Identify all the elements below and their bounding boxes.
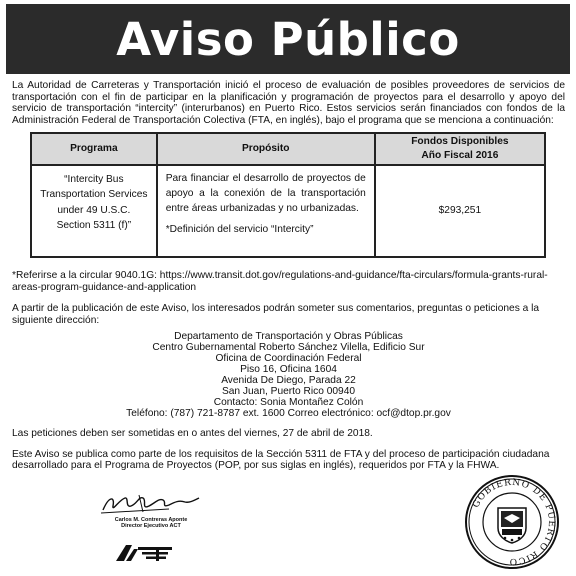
header-fondos-line1: Fondos Disponibles bbox=[411, 136, 509, 148]
address-line-8: Teléfono: (787) 721-8787 ext. 1600 Correo electrónico: ocf@dtop.pr.gov bbox=[126, 408, 451, 420]
address-line-4: Piso 16, Oficina 1604 bbox=[240, 364, 337, 376]
address-line-7: Contacto: Sonia Montañez Colón bbox=[213, 397, 364, 409]
cell-fondos: $293,251 bbox=[375, 165, 545, 257]
deadline-paragraph: Las peticiones deben ser sometidas en o antes del viernes, 27 de abril de 2018. bbox=[12, 428, 373, 440]
page-title: Aviso Público bbox=[116, 12, 460, 66]
program-table bbox=[30, 132, 546, 258]
address-line-5: Avenida De Diego, Parada 22 bbox=[221, 375, 356, 387]
signatory-name: Carlos M. Contreras Aponte bbox=[114, 517, 188, 523]
comments-paragraph: A partir de la publicación de este Aviso, los interesados podrán someter sus comentarios, preguntas o peticiones a la siguiente dirección: bbox=[12, 303, 540, 326]
header-banner bbox=[6, 4, 570, 74]
address-block bbox=[12, 331, 565, 419]
circular-reference: *Referirse a la circular 9040.1G: https://www.transit.dot.gov/regulations-and-guidance/fta-circulars/formula-grants-rural-areas-program-guidance-and-application bbox=[12, 270, 548, 293]
signatory-title: Director Ejecutivo ACT bbox=[121, 523, 181, 529]
cell-programa: “Intercity Bus Transportation Services under 49 U.S.C. Section 5311 (f)” bbox=[31, 165, 157, 257]
seal-text: GOBIERNO DE PUERTO RICO bbox=[471, 477, 557, 567]
address-line-1: Departamento de Transportación y Obras Públicas bbox=[174, 331, 403, 343]
proposito-text: Para financiar el desarrollo de proyectos de apoyo a la conexión de la transportación entre áreas urbanizadas y no urbanizadas. bbox=[165, 173, 366, 214]
notice-body bbox=[12, 80, 565, 472]
intro-paragraph: La Autoridad de Carreteras y Transportación inició el proceso de evaluación de posibles proveedores de servicios de transportación con el fin de participar en la planificación y programación de proyectos para el desarrollo y apoyo del servicio de transportación “intercity” (interurbanos) en Puerto Rico. Estos servicios serán financiados con fondos de la Administración Federal de Transportación Colectiva (FTA, en inglés), bajo el programa que se menciona a continuación: bbox=[12, 80, 565, 126]
header-fondos-line2: Año Fiscal 2016 bbox=[421, 150, 499, 162]
cell-proposito bbox=[157, 165, 375, 257]
government-seal bbox=[464, 474, 560, 570]
header-proposito: Propósito bbox=[157, 133, 375, 165]
table-header-row bbox=[31, 133, 545, 165]
address-line-6: San Juan, Puerto Rico 00940 bbox=[221, 386, 356, 398]
header-programa: Programa bbox=[31, 133, 157, 165]
table-row bbox=[31, 165, 545, 257]
address-line-3: Oficina de Coordinación Federal bbox=[215, 353, 362, 365]
address-line-2: Centro Gubernamental Roberto Sánchez Vilella, Edificio Sur bbox=[152, 342, 425, 354]
header-fondos bbox=[375, 133, 545, 165]
handwritten-signature bbox=[99, 492, 203, 516]
closing-paragraph: Este Aviso se publica como parte de los requisitos de la Sección 5311 de FTA y del proceso de participación ciudadana desarrollado para el Programa de Proyectos (POP, por sus siglas en inglés), requeridos por FTA y la FHWA. bbox=[12, 448, 550, 472]
proposito-note: *Definición del servicio “Intercity” bbox=[165, 224, 314, 236]
act-logo bbox=[112, 543, 176, 563]
signature-block bbox=[96, 492, 206, 529]
